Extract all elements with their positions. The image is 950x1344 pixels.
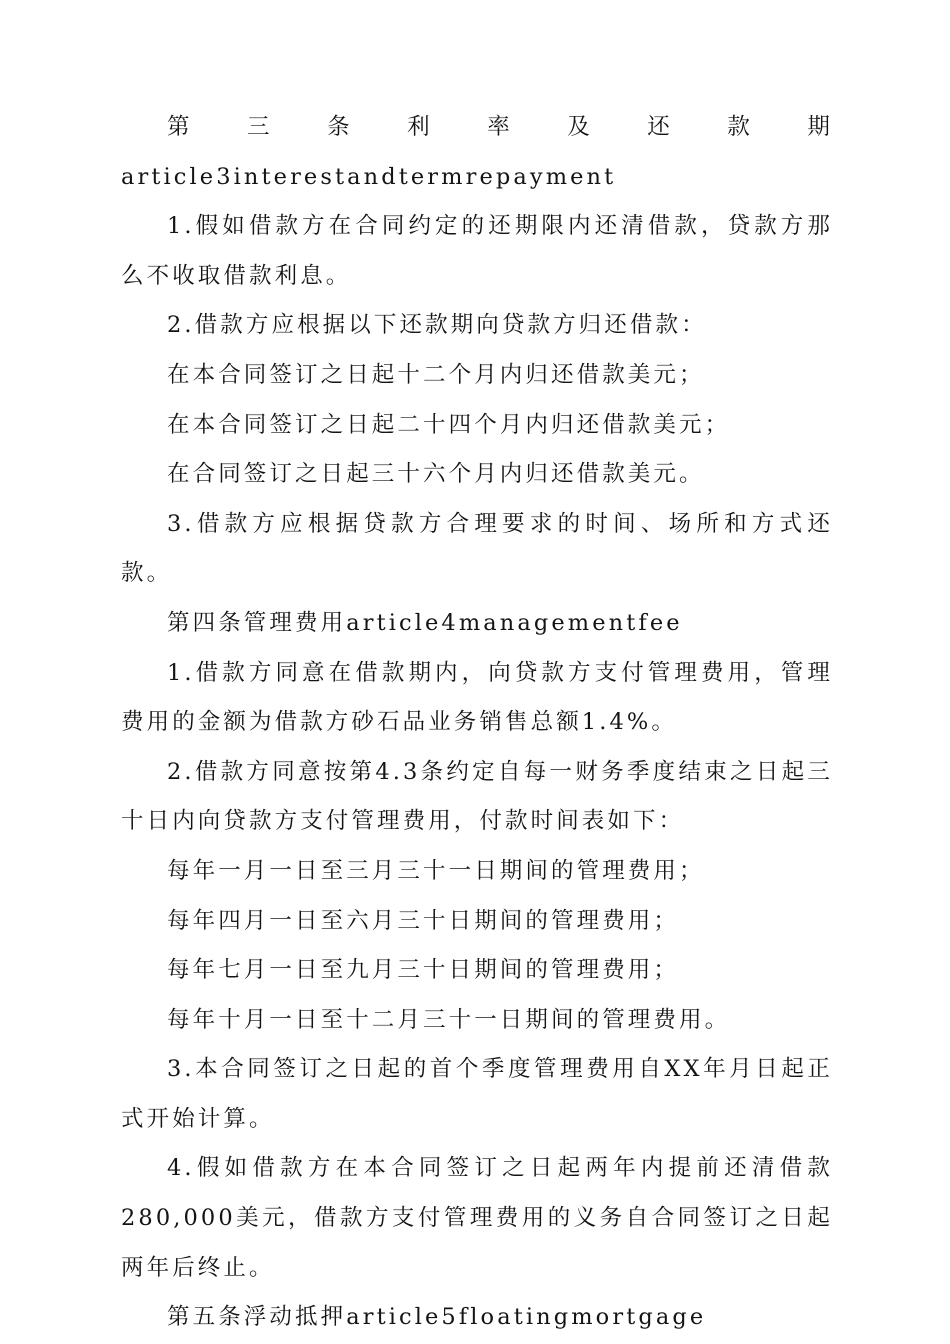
paragraph-3-2: 2.借款方应根据以下还款期向贷款方归还借款： (167, 312, 707, 339)
article-5-heading: 第五条浮动抵押article5floatingmortgage (167, 1304, 707, 1331)
fee-schedule-item: 每年一月一日至三月三十一日期间的管理费用； (167, 857, 705, 884)
document-body (121, 103, 833, 1343)
repayment-schedule-item: 在本合同签订之日起十二个月内归还借款美元； (167, 361, 705, 388)
article-3-heading: 第三条利率及还款期article3interestandtermrepayment (121, 114, 833, 190)
paragraph-4-4: 4.假如借款方在本合同签订之日起两年内提前还清借款280,000美元，借款方支付管理费用的义务自合同签订之日起两年后终止。 (121, 1155, 833, 1281)
repayment-schedule-item: 在本合同签订之日起二十四个月内归还借款美元； (167, 411, 731, 438)
fee-schedule-item: 每年十月一日至十二月三十一日期间的管理费用。 (167, 1006, 731, 1033)
repayment-schedule-item: 在合同签订之日起三十六个月内归还借款美元。 (167, 461, 705, 488)
paragraph-3-3: 3.借款方应根据贷款方合理要求的时间、场所和方式还款。 (121, 510, 833, 587)
paragraph-4-1: 1.借款方同意在借款期内，向贷款方支付管理费用，管理费用的金额为借款方砂石品业务销售总额1.4%。 (121, 659, 833, 736)
paragraph-4-3: 3.本合同签订之日起的首个季度管理费用自XX年月日起正式开始计算。 (121, 1056, 833, 1132)
fee-schedule-item: 每年四月一日至六月三十日期间的管理费用； (167, 907, 680, 934)
paragraph-4-2: 2.借款方同意按第4.3条约定自每一财务季度结束之日起三十日内向贷款方支付管理费用，付款时间表如下： (121, 758, 833, 835)
paragraph-3-1: 1.假如借款方在合同约定的还期限内还清借款，贷款方那么不收取借款利息。 (121, 213, 833, 289)
fee-schedule-item: 每年七月一日至九月三十日期间的管理费用； (167, 957, 680, 984)
article-4-heading: 第四条管理费用article4managementfee (167, 609, 683, 636)
